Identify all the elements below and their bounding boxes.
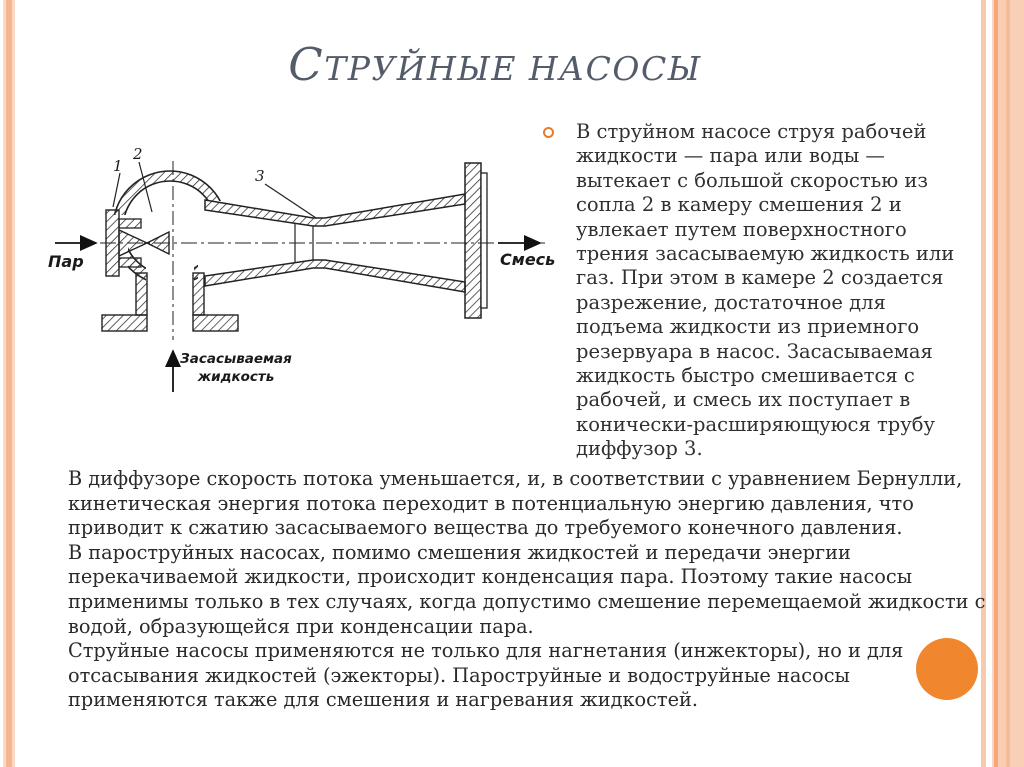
jet-pump-diagram (40, 135, 560, 415)
suction-label-line2: жидкость (197, 369, 275, 385)
decorative-orange-circle (916, 638, 978, 700)
mixture-label: Смесь (500, 250, 556, 269)
part2-label: 2 (133, 145, 143, 163)
part1-label: 1 (113, 157, 123, 175)
left-edge-stripe (3, 0, 15, 767)
bullet-text: В струйном насосе струя рабочей жидкости — пара или воды — вытекает с большой скоростью из сопла 2 в камеру смешения 2 и увлекает путем поверхностного трения засасываемую жидкость или газ. При этом в камере 2 создается разрежение, достаточное для подъема жидкости из приемного резервуара в насос. Засасываемая жидкость быстро смешивается с рабочей, и смесь их поступает в конически-расширяющуюся трубу диффузор 3. (576, 120, 955, 461)
body-text-block (68, 467, 986, 713)
suction-label-line1: Засасываемая (180, 351, 292, 367)
steam-label: Пар (48, 252, 84, 271)
bullet-ring-icon (543, 127, 554, 138)
outlet-flange (465, 163, 487, 318)
part3-label: 3 (255, 167, 265, 185)
title-initial: С (288, 38, 325, 91)
body-paragraph-1: В диффузоре скорость потока уменьшается, и, в соответствии с уравнением Бернулли, кинетическая энергия потока переходит в потенциальную энергию давления, что приводит к сжатию засасываемого вещества до требуемого конечного давления. (68, 467, 963, 540)
page-title (0, 38, 990, 91)
bullet-item (543, 120, 973, 462)
title-rest: ТРУЙНЫЕ НАСОСЫ (324, 49, 702, 88)
body-paragraph-3: Струйные насосы применяются не только для нагнетания (инжекторы), но и для отсасывания жидкостей (эжекторы). Пароструйные и водоструйные насосы применяются также для смешения и нагревания жидкостей. (68, 639, 904, 712)
body-paragraph-2: В пароструйных насосах, помимо смешения жидкостей и передачи энергии перекачиваемой жидкости, происходит конденсация пара. Поэтому такие насосы применимы только в тех случаях, когда допустимо смешение перемещаемой жидкости с водой, образующейся при конденсации пара. (68, 540, 986, 638)
right-edge-stripe-band (992, 0, 1024, 767)
